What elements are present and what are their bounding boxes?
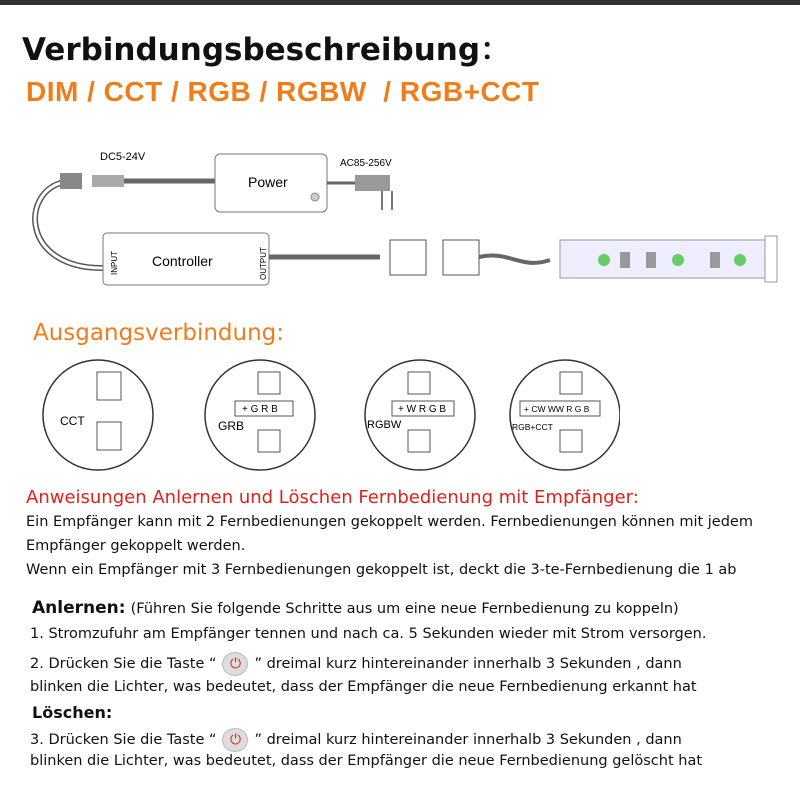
dc-plug bbox=[92, 175, 124, 187]
input-label: INPUT bbox=[110, 251, 119, 275]
connector-male bbox=[390, 240, 426, 275]
cable bbox=[35, 182, 105, 268]
connection-grb bbox=[205, 360, 315, 470]
power-button-icon: ⏻ bbox=[222, 652, 248, 676]
step-2-text: ” dreimal kurz hintereinander innerhalb 3 Sekunden , dann bbox=[254, 656, 682, 672]
step-3-text: ” dreimal kurz hintereinander innerhalb 3 Sekunden , dann bbox=[254, 732, 682, 748]
anlernen-section bbox=[32, 598, 679, 618]
anlernen-title: Anlernen: bbox=[32, 598, 126, 618]
ac-voltage-label: AC85-256V bbox=[340, 158, 392, 169]
connection-cct bbox=[43, 360, 153, 470]
loeschen-title: Löschen: bbox=[32, 703, 113, 722]
connection-rgbw bbox=[365, 360, 475, 470]
dc-jack-female bbox=[60, 173, 82, 189]
paragraph: Wenn ein Empfänger mit 3 Fernbedienungen gekoppelt ist, deckt die 3-te-Fernbedienung die 1 ab bbox=[26, 562, 737, 578]
connection-label: RGBW bbox=[367, 419, 402, 431]
page-title: Verbindungsbeschreibung： bbox=[22, 32, 512, 68]
pin-order: + W R G B bbox=[398, 404, 447, 415]
step-2-text: 2. Drücken Sie die Taste “ bbox=[30, 656, 217, 672]
power-button-icon: ⏻ bbox=[222, 728, 248, 752]
output-connections bbox=[40, 350, 620, 480]
pin-order: + CW WW R G B bbox=[524, 404, 590, 414]
top-bar bbox=[0, 0, 800, 5]
step-2 bbox=[30, 652, 682, 676]
connection-label: CCT bbox=[60, 414, 85, 428]
step-3-text: 3. Drücken Sie die Taste “ bbox=[30, 732, 217, 748]
wiring-diagram bbox=[0, 130, 800, 310]
output-connection-heading: Ausgangsverbindung: bbox=[33, 320, 285, 346]
paragraph: Empfänger gekoppelt werden. bbox=[26, 538, 246, 554]
pin-order: + G R B bbox=[242, 404, 278, 415]
connection-label: GRB bbox=[218, 419, 245, 433]
step-3 bbox=[30, 728, 682, 752]
instructions-heading: Anweisungen Anlernen und Löschen Fernbedienung mit Empfänger: bbox=[26, 487, 639, 508]
connector-female bbox=[443, 240, 479, 275]
step-2-cont: blinken die Lichter, was bedeutet, dass der Empfänger die neue Fernbedienung erkannt hat bbox=[30, 679, 697, 695]
step-1: 1. Stromzufuhr am Empfänger tennen und nach ca. 5 Sekunden wieder mit Strom versorgen. bbox=[30, 626, 707, 642]
paragraph: Ein Empfänger kann mit 2 Fernbedienungen gekoppelt werden. Fernbedienungen können mit jedem bbox=[26, 514, 753, 530]
ac-plug bbox=[355, 175, 390, 191]
connection-rgb-cct bbox=[510, 360, 620, 470]
dc-voltage-label: DC5-24V bbox=[100, 151, 146, 163]
power-label: Power bbox=[248, 174, 288, 190]
anlernen-note: (Führen Sie folgende Schritte aus um eine neue Fernbedienung zu koppeln) bbox=[130, 601, 679, 617]
controller-label: Controller bbox=[152, 253, 213, 269]
subtitle: DIM / CCT / RGB / RGBW / RGB+CCT bbox=[26, 76, 540, 107]
output-label: OUTPUT bbox=[259, 247, 268, 280]
connection-label: RGB+CCT bbox=[512, 422, 553, 432]
step-3-cont: blinken die Lichter, was bedeutet, dass der Empfänger die neue Fernbedienung gelöscht hat bbox=[30, 753, 703, 769]
